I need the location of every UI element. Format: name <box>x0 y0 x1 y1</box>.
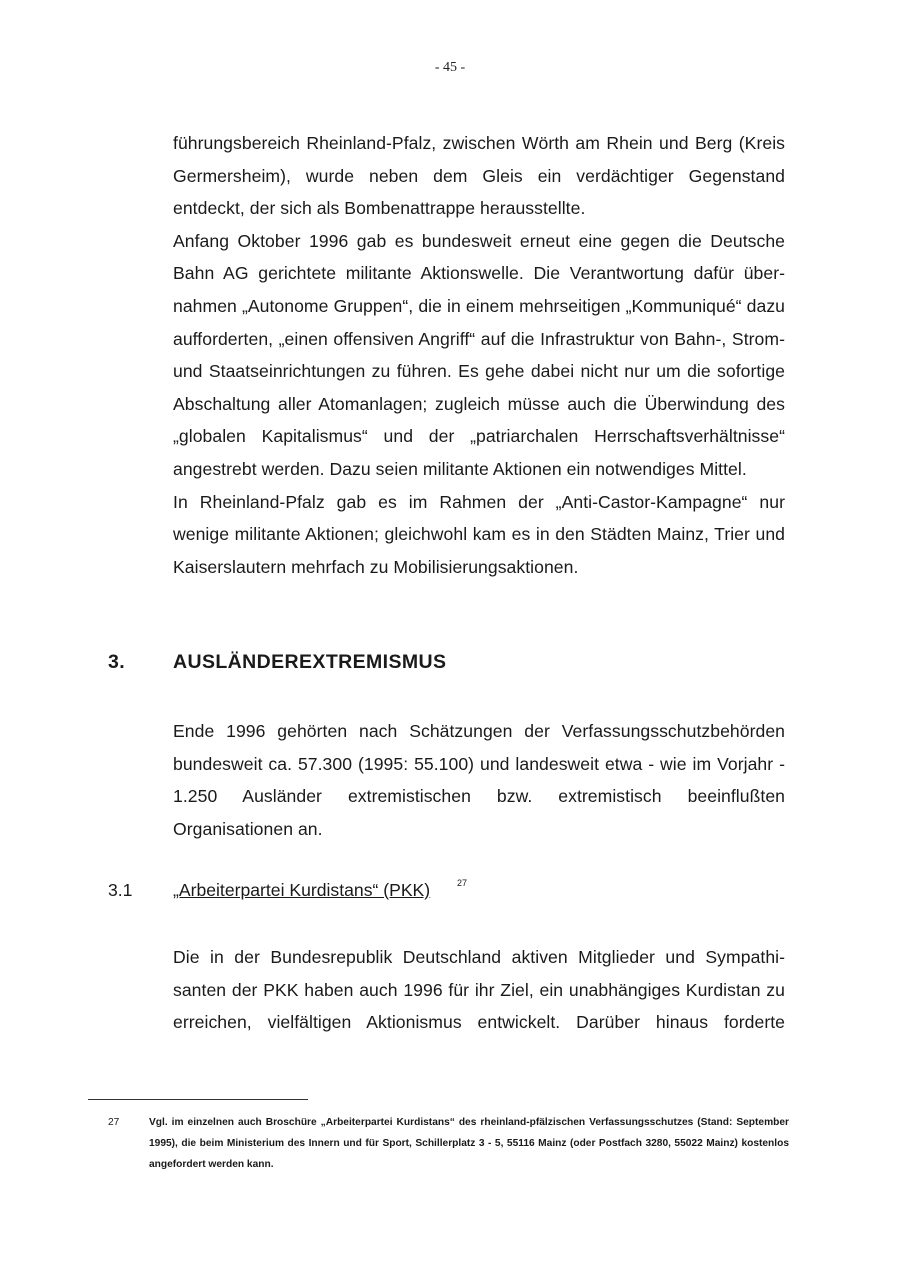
section-text-block <box>173 715 785 845</box>
footnote-separator <box>88 1099 308 1100</box>
footnote-text: Vgl. im einzelnen auch Broschüre „Arbeiterpartei Kurdistans“ des rheinland-pfälzischen Verfassungsschutzes (Stand: September 1995), die beim Ministerium des Innern und für Sport, Schillerplatz 3 - 5, 55116 Mainz (oder Postfach 3280, 55022 Mainz) kostenlos angefordert werden kann. <box>149 1117 789 1171</box>
paragraph: Ende 1996 gehörten nach Schätzungen der Verfassungsschutzbehörden bundesweit ca. 57.300 (1995: 55.100) und landesweit etwa - wie im Vorjahr - 1.250 Ausländer extremistischen bzw. extremistisch beeinflußten Organisationen an. <box>173 721 785 839</box>
paragraph: Die in der Bundesrepublik Deutschland aktiven Mitglieder und Sympathisanten der PKK haben auch 1996 für ihr Ziel, ein unabhängiges Kurdistan zu erreichen, vielfältigen Aktionismus entwickelt. Darüber hinaus forderte <box>173 947 785 1033</box>
subsection-title-text: „Arbeiterpartei Kurdistans“ (PKK) <box>173 880 431 900</box>
subsection-number: 3.1 <box>108 880 133 900</box>
section-number: 3. <box>108 651 126 673</box>
subsection-text-block <box>173 941 785 1039</box>
footnote-reference[interactable]: 27 <box>457 878 468 888</box>
section-title: AUSLÄNDEREXTREMISMUS <box>173 651 447 673</box>
intro-text-block <box>173 127 785 583</box>
paragraph: führungsbereich Rheinland-Pfalz, zwischen Wörth am Rhein und Berg (Kreis Germersheim), wurde neben dem Gleis ein verdächtiger Gegenstand entdeckt, der sich als Bombenattrappe herausstellte. <box>173 133 785 219</box>
paragraph: Anfang Oktober 1996 gab es bundesweit erneut eine gegen die Deutsche Bahn AG gerichtete militante Aktionswelle. Die Verantwortung dafür übernahmen „Autonome Gruppen“, die in einem mehrseitigen „Kommuniqué“ dazu aufforderten, „einen offensiven Angriff“ auf die Infrastruktur von Bahn-, Strom- und Staatseinrichtungen zu führen. Es gehe dabei nicht nur um die sofortige Abschaltung aller Atomanlagen; zugleich müsse auch die Überwindung des „globalen Kapitalismus“ und der „patriarchalen Herrschaftsverhältnisse“ angestrebt werden. Dazu seien militante Aktionen ein notwendiges Mittel. <box>173 230 785 479</box>
footnote-number: 27 <box>108 1117 120 1128</box>
paragraph: In Rheinland-Pfalz gab es im Rahmen der „Anti-Castor-Kampagne“ nur wenige militante Aktionen; gleichwohl kam es in den Städten Mainz, Trier und Kaiserslautern mehrfach zu Mobilisierungsaktionen. <box>173 491 785 577</box>
subsection-title <box>173 880 430 901</box>
page-number: - 45 - <box>434 60 466 75</box>
